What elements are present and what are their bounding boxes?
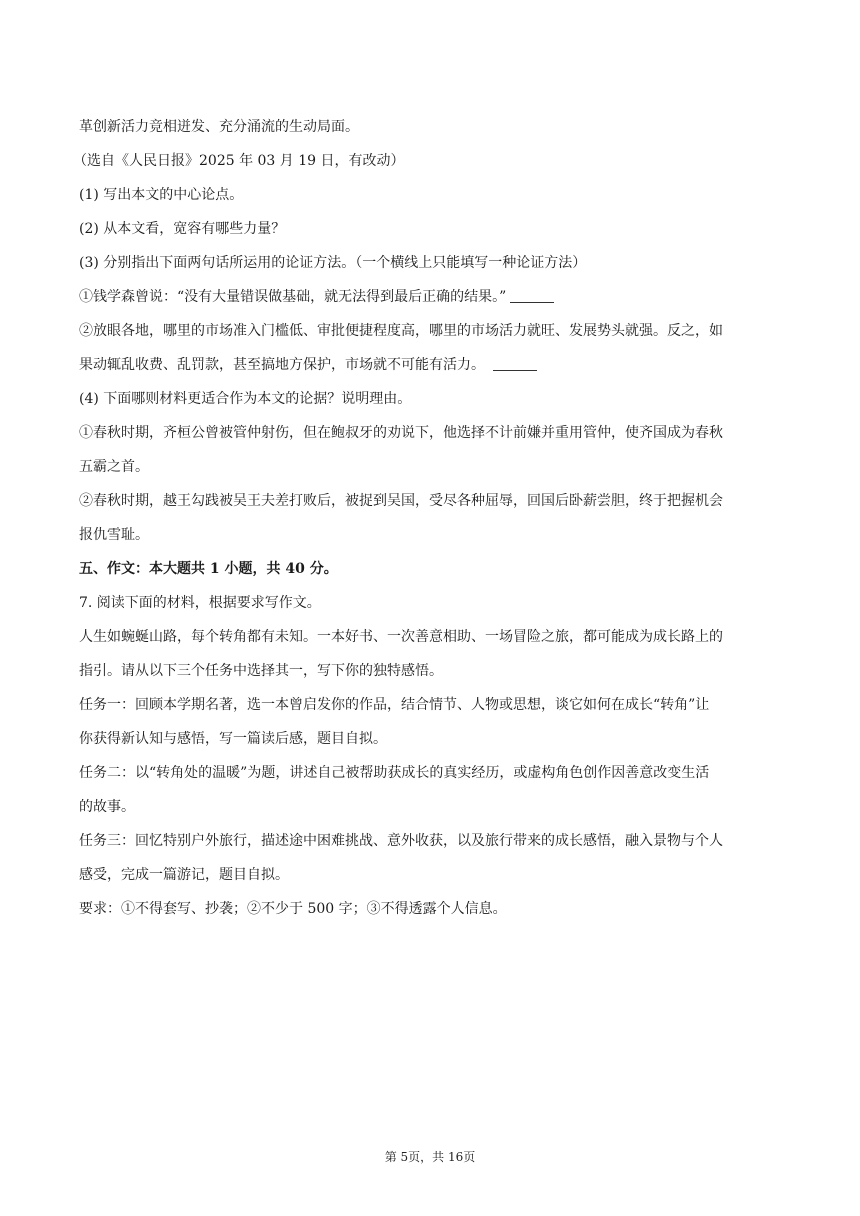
text-line: 你获得新认知与感悟，写一篇读后感，题目自拟。 (79, 731, 387, 747)
document-body (73, 110, 779, 926)
question-2: (2) 从本文看，宽容有哪些力量？ (79, 221, 286, 237)
answer-blank[interactable] (510, 288, 554, 303)
text-line (79, 348, 779, 382)
text-line: 任务三：回忆特别户外旅行，描述途中困难挑战、意外收获，以及旅行带来的成长感悟，融入景物与个人 (79, 833, 723, 849)
text-line: ②放眼各地，哪里的市场准入门槛低、审批便捷程度高，哪里的市场活力就旺、发展势头就强。反之，如 (79, 323, 723, 339)
text-line: ①春秋时期，齐桓公曾被管仲射伤，但在鲍叔牙的劝说下，他选择不计前嫌并重用管仲，使齐国成为春秋 (79, 425, 723, 441)
text-line-content: 果动辄乱收费、乱罚款，甚至搞地方保护，市场就不可能有活力。 (79, 357, 485, 373)
text-line: 指引。请从以下三个任务中选择其一，写下你的独特感悟。 (79, 663, 443, 679)
section-heading: 五、作文：本大题共 1 小题，共 40 分。 (79, 561, 338, 577)
text-line: 要求：①不得套写、抄袭；②不少于 500 字；③不得透露个人信息。 (79, 901, 507, 917)
text-line-content: ①钱学森曾说：“没有大量错误做基础，就无法得到最后正确的结果。” (79, 289, 507, 305)
text-line: 五霸之首。 (79, 459, 149, 475)
text-line: 任务二：以“转角处的温暖”为题，讲述自己被帮助获成长的真实经历，或虚构角色创作因善意改变生活 (79, 765, 710, 781)
text-line: （选自《人民日报》2025 年 03 月 19 日，有改动） (73, 153, 405, 169)
text-line: 任务一：回顾本学期名著，选一本曾启发你的作品，结合情节、人物或思想，谈它如何在成长“转角”让 (79, 697, 710, 713)
text-line: 报仇雪耻。 (79, 527, 149, 543)
text-line (79, 280, 779, 314)
text-line: 的故事。 (79, 799, 135, 815)
question-3: (3) 分别指出下面两句话所运用的论证方法。（一个横线上只能填写一种论证方法） (79, 255, 587, 271)
text-line: 感受，完成一篇游记，题目自拟。 (79, 867, 289, 883)
question-7: 7. 阅读下面的材料，根据要求写作文。 (79, 595, 321, 611)
page-number: 第 5页，共 16页 (384, 1150, 476, 1164)
text-line: ②春秋时期，越王勾践被吴王夫差打败后，被捉到吴国，受尽各种屈辱，回国后卧薪尝胆，终于把握机会 (79, 493, 723, 509)
answer-blank[interactable] (493, 356, 537, 371)
question-4: (4) 下面哪则材料更适合作为本文的论据？说明理由。 (79, 391, 412, 407)
question-1: (1) 写出本文的中心论点。 (79, 187, 244, 203)
text-line: 革创新活力竞相迸发、充分涌流的生动局面。 (79, 119, 359, 135)
text-line: 人生如蜿蜒山路，每个转角都有未知。一本好书、一次善意相助、一场冒险之旅，都可能成为成长路上的 (79, 629, 723, 645)
